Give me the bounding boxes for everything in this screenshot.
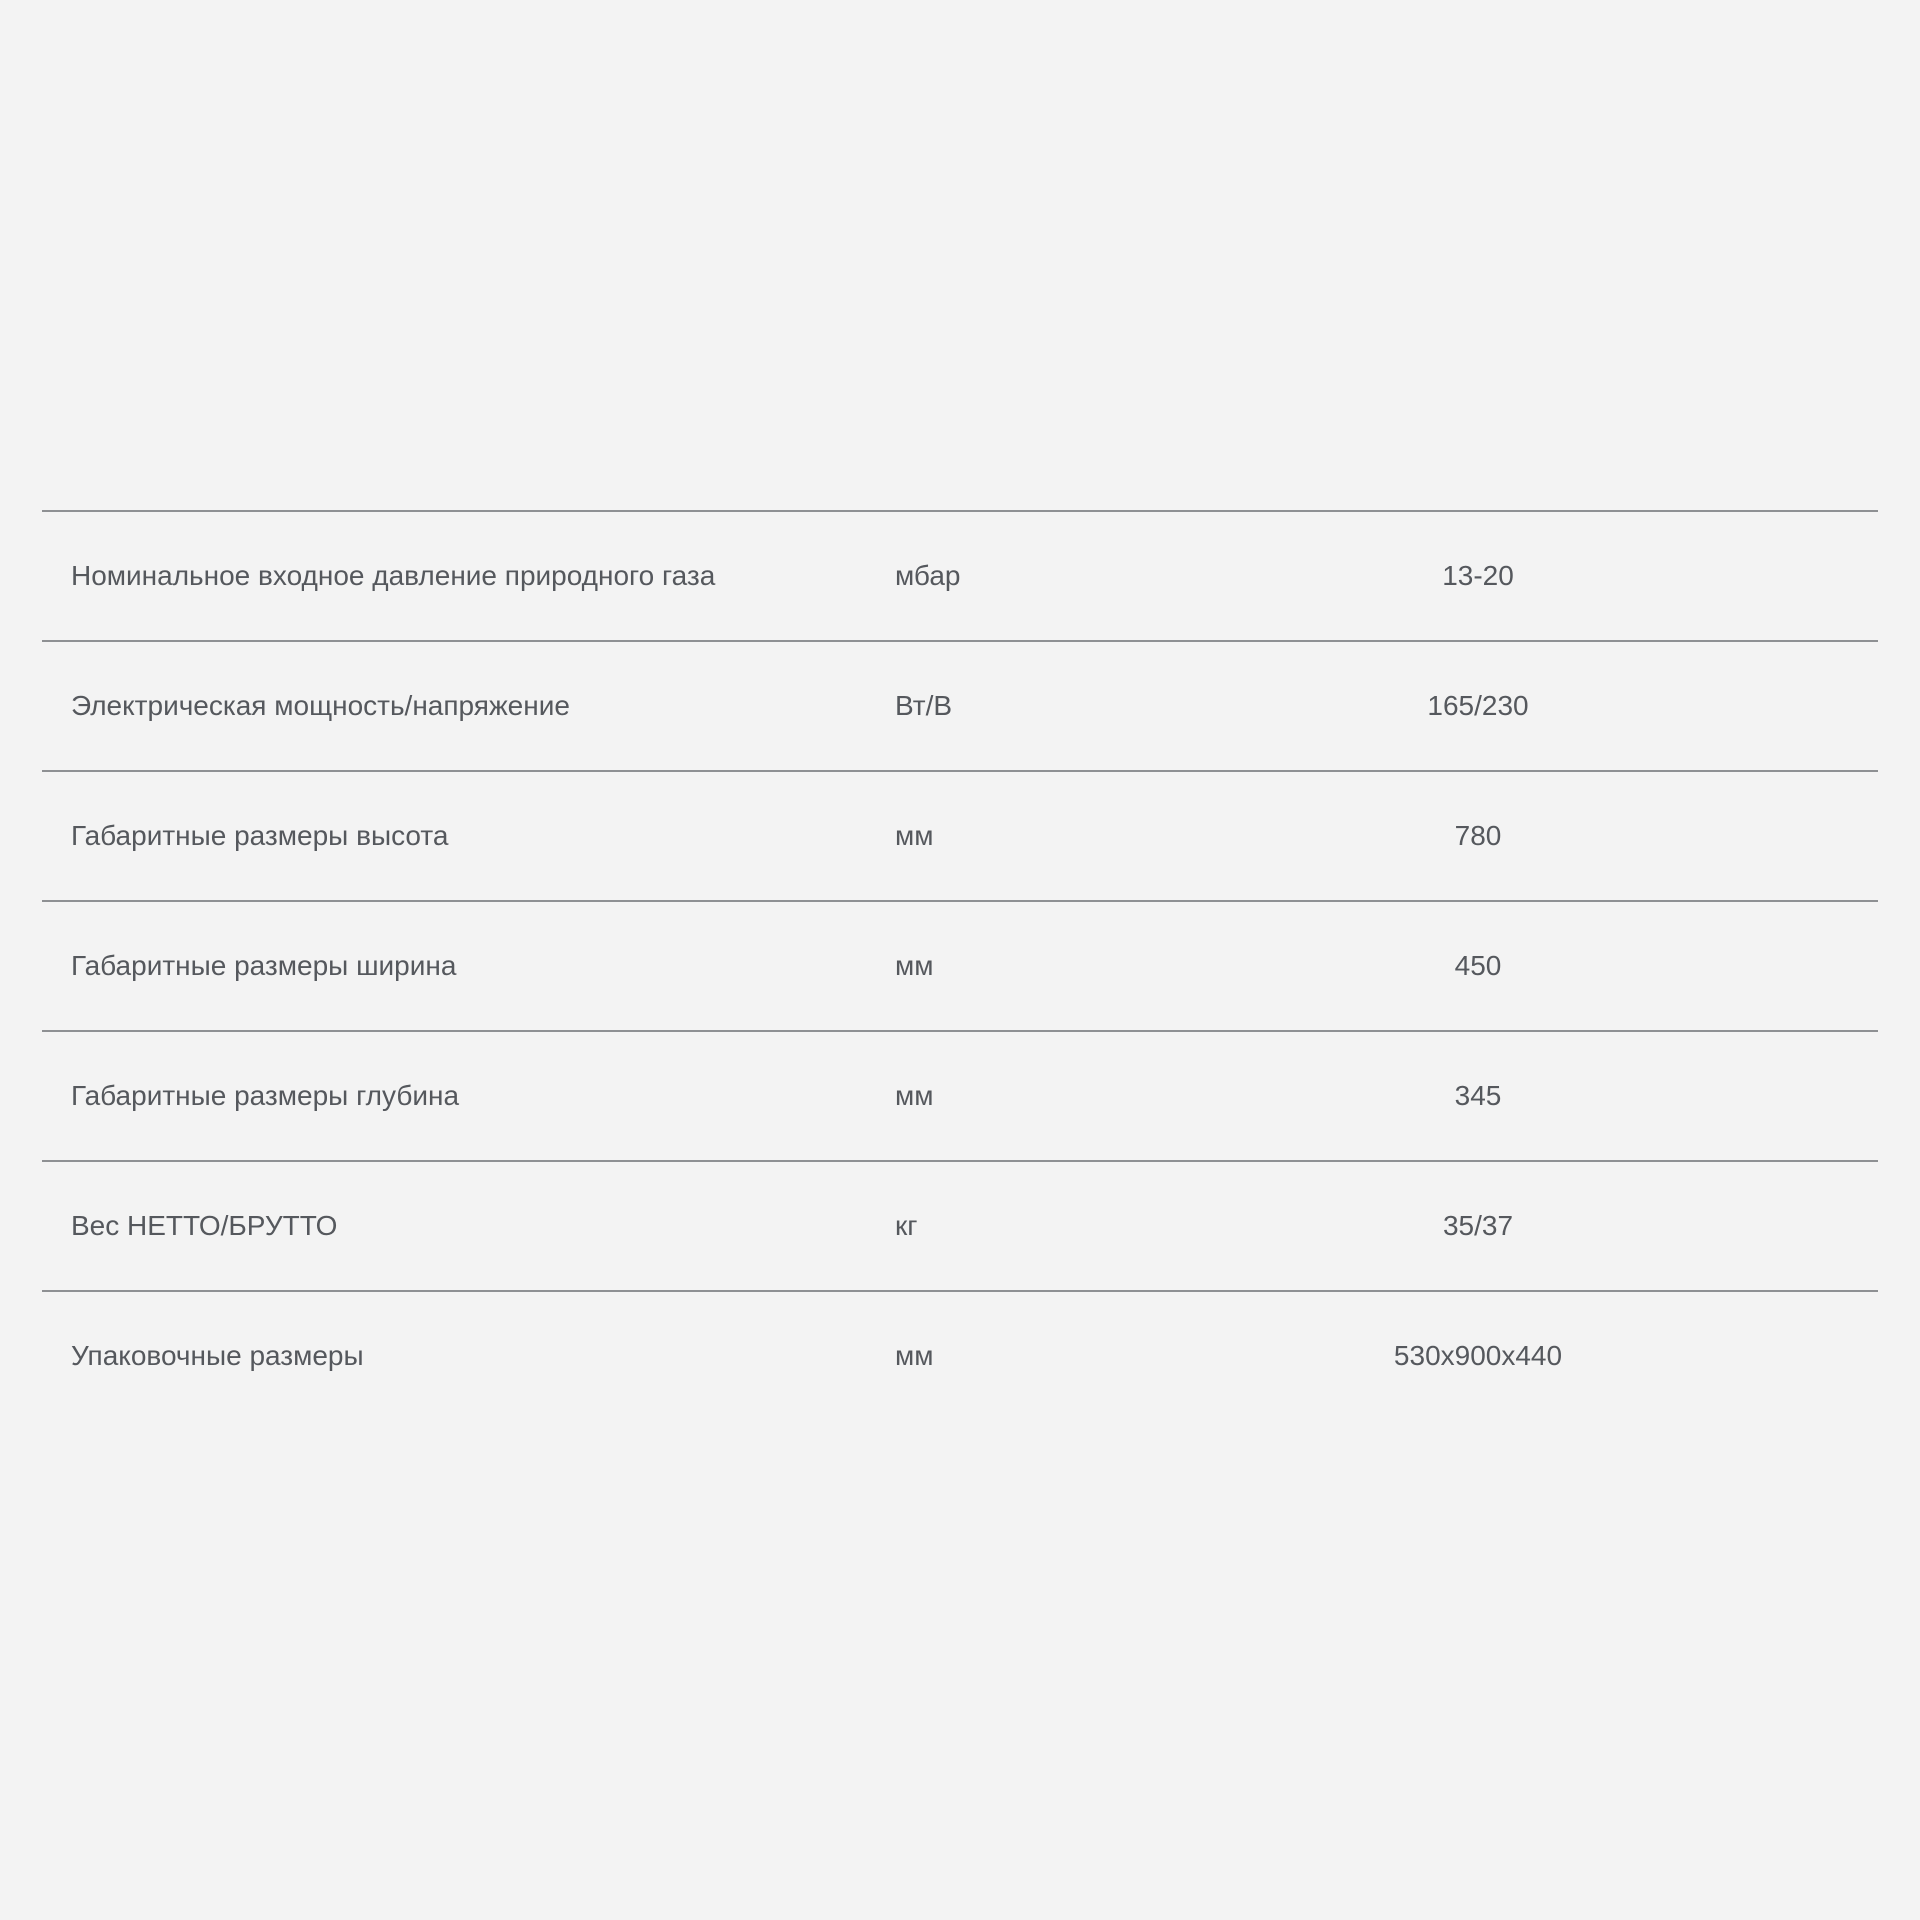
spec-unit: Вт/В	[895, 690, 953, 721]
spec-unit: мм	[895, 820, 934, 851]
spec-name: Электрическая мощность/напряжение	[71, 690, 570, 721]
spec-row	[42, 512, 1878, 642]
spec-name: Габаритные размеры высота	[71, 820, 449, 851]
spec-value: 165/230	[1427, 690, 1529, 721]
spec-name: Упаковочные размеры	[71, 1340, 364, 1371]
spec-value: 13-20	[1442, 560, 1514, 591]
spec-row	[42, 902, 1878, 1032]
spec-unit: мбар	[895, 560, 961, 591]
specifications-table	[42, 510, 1878, 1420]
spec-unit: мм	[895, 1080, 934, 1111]
spec-name: Габаритные размеры глубина	[71, 1080, 460, 1111]
spec-unit: мм	[895, 1340, 934, 1371]
spec-value: 780	[1454, 820, 1502, 851]
spec-name: Вес НЕТТО/БРУТТО	[71, 1210, 338, 1241]
spec-row	[42, 1292, 1878, 1420]
spec-row	[42, 1032, 1878, 1162]
spec-row	[42, 1162, 1878, 1292]
spec-value: 530x900x440	[1393, 1340, 1563, 1371]
spec-value: 35/37	[1442, 1210, 1514, 1241]
spec-row	[42, 642, 1878, 772]
spec-name: Габаритные размеры ширина	[71, 950, 457, 981]
spec-value: 450	[1454, 950, 1502, 981]
spec-unit: мм	[895, 950, 934, 981]
spec-value: 345	[1454, 1080, 1502, 1111]
spec-name: Номинальное входное давление природного газа	[71, 560, 716, 591]
spec-row	[42, 772, 1878, 902]
spec-unit: кг	[895, 1210, 918, 1241]
